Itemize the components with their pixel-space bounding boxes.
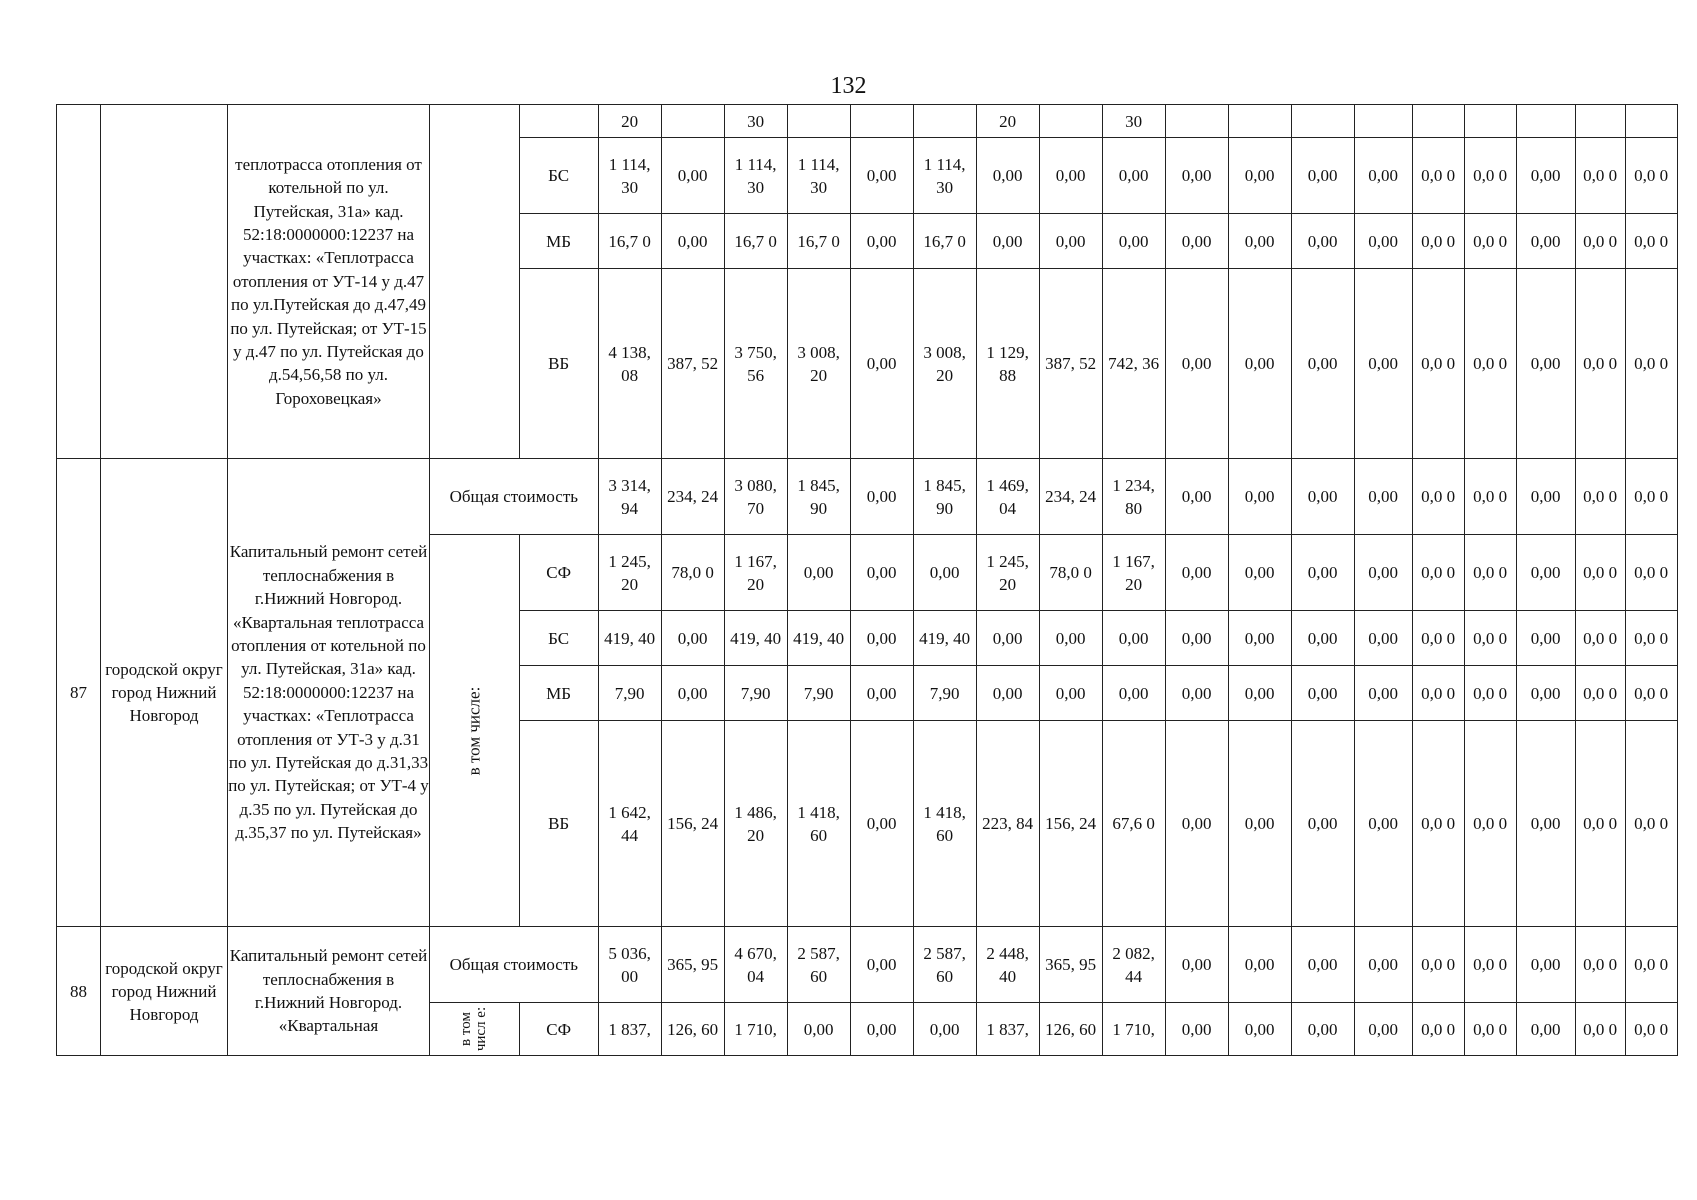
value-cell: 0,0 0 — [1412, 138, 1464, 214]
total-cost-label: Общая стоимость — [430, 927, 599, 1003]
value-cell — [1625, 105, 1677, 138]
value-cell: 0,00 — [1165, 214, 1228, 269]
funding-source-label: МБ — [519, 666, 598, 721]
value-cell — [1039, 105, 1102, 138]
value-cell: 156, 24 — [661, 721, 724, 927]
value-cell: 156, 24 — [1039, 721, 1102, 927]
value-cell: 0,0 0 — [1464, 214, 1516, 269]
municipality-cell — [101, 105, 228, 459]
value-cell: 0,00 — [976, 138, 1039, 214]
value-cell: 0,00 — [1291, 214, 1354, 269]
value-cell: 1 845, 90 — [913, 459, 976, 535]
value-cell: 0,0 0 — [1464, 611, 1516, 666]
including-label-text: в том числ е: — [458, 1006, 490, 1052]
value-cell: 223, 84 — [976, 721, 1039, 927]
value-cell: 1 418, 60 — [913, 721, 976, 927]
value-cell: 0,0 0 — [1464, 535, 1516, 611]
value-cell: 0,00 — [661, 214, 724, 269]
value-cell: 0,00 — [1516, 214, 1575, 269]
value-cell: 0,00 — [1228, 721, 1291, 927]
value-cell: 419, 40 — [913, 611, 976, 666]
value-cell: 16,7 0 — [913, 214, 976, 269]
value-cell: 3 080, 70 — [724, 459, 787, 535]
value-cell: 16,7 0 — [787, 214, 850, 269]
value-cell: 1 418, 60 — [787, 721, 850, 927]
value-cell: 1 245, 20 — [598, 535, 661, 611]
value-cell: 20 — [976, 105, 1039, 138]
value-cell: 16,7 0 — [724, 214, 787, 269]
value-cell: 0,0 0 — [1575, 459, 1625, 535]
value-cell: 0,0 0 — [1575, 214, 1625, 269]
value-cell: 0,00 — [1291, 721, 1354, 927]
value-cell: 234, 24 — [1039, 459, 1102, 535]
including-label — [430, 1003, 520, 1056]
value-cell: 0,00 — [1291, 927, 1354, 1003]
value-cell: 1 167, 20 — [724, 535, 787, 611]
value-cell: 3 750, 56 — [724, 269, 787, 459]
value-cell: 742, 36 — [1102, 269, 1165, 459]
value-cell: 1 710, — [1102, 1003, 1165, 1056]
value-cell: 0,0 0 — [1464, 269, 1516, 459]
value-cell — [787, 105, 850, 138]
value-cell: 1 234, 80 — [1102, 459, 1165, 535]
value-cell: 2 082, 44 — [1102, 927, 1165, 1003]
value-cell: 0,00 — [1291, 1003, 1354, 1056]
value-cell: 2 448, 40 — [976, 927, 1039, 1003]
value-cell: 0,0 0 — [1464, 459, 1516, 535]
value-cell — [850, 105, 913, 138]
value-cell: 5 036, 00 — [598, 927, 661, 1003]
value-cell: 0,0 0 — [1464, 138, 1516, 214]
description-cell: Капитальный ремонт сетей теплоснабжения в г.Нижний Новгород. «Квартальная — [228, 927, 430, 1056]
value-cell: 0,0 0 — [1625, 269, 1677, 459]
value-cell: 0,00 — [850, 269, 913, 459]
funding-source-label: СФ — [519, 1003, 598, 1056]
value-cell: 16,7 0 — [598, 214, 661, 269]
table-row — [57, 459, 1678, 535]
value-cell: 0,0 0 — [1575, 1003, 1625, 1056]
value-cell: 387, 52 — [661, 269, 724, 459]
value-cell: 0,0 0 — [1464, 666, 1516, 721]
value-cell: 0,0 0 — [1575, 927, 1625, 1003]
value-cell: 0,00 — [1039, 214, 1102, 269]
value-cell: 0,00 — [1228, 1003, 1291, 1056]
value-cell: 1 469, 04 — [976, 459, 1039, 535]
value-cell: 419, 40 — [598, 611, 661, 666]
page-number: 132 — [830, 73, 867, 99]
value-cell: 4 670, 04 — [724, 927, 787, 1003]
value-cell: 0,00 — [1291, 269, 1354, 459]
value-cell — [1412, 105, 1464, 138]
value-cell: 1 245, 20 — [976, 535, 1039, 611]
value-cell: 0,0 0 — [1575, 138, 1625, 214]
value-cell: 0,00 — [913, 535, 976, 611]
value-cell: 0,00 — [1291, 459, 1354, 535]
value-cell: 0,0 0 — [1412, 1003, 1464, 1056]
value-cell: 0,00 — [661, 611, 724, 666]
value-cell: 0,00 — [850, 666, 913, 721]
value-cell: 0,00 — [1354, 214, 1412, 269]
including-label — [430, 105, 520, 459]
value-cell: 0,00 — [1516, 269, 1575, 459]
row-number: 88 — [57, 927, 101, 1056]
funding-source-label: БС — [519, 138, 598, 214]
value-cell: 3 314, 94 — [598, 459, 661, 535]
value-cell: 0,00 — [1516, 1003, 1575, 1056]
value-cell: 1 114, 30 — [724, 138, 787, 214]
funding-source-label: СФ — [519, 535, 598, 611]
municipality-cell: городской округ город Нижний Новгород — [101, 927, 228, 1056]
value-cell: 0,00 — [1516, 666, 1575, 721]
value-cell: 0,00 — [1102, 611, 1165, 666]
value-cell: 0,00 — [1228, 535, 1291, 611]
value-cell — [661, 105, 724, 138]
including-label-text: в том числе: — [464, 686, 484, 775]
value-cell: 0,00 — [1516, 459, 1575, 535]
value-cell: 0,0 0 — [1464, 721, 1516, 927]
value-cell: 0,00 — [661, 666, 724, 721]
value-cell: 1 486, 20 — [724, 721, 787, 927]
value-cell: 7,90 — [724, 666, 787, 721]
value-cell: 30 — [724, 105, 787, 138]
value-cell: 1 837, — [598, 1003, 661, 1056]
including-label — [430, 535, 520, 927]
value-cell — [1228, 105, 1291, 138]
value-cell: 0,00 — [1354, 721, 1412, 927]
value-cell: 1 114, 30 — [598, 138, 661, 214]
value-cell: 126, 60 — [1039, 1003, 1102, 1056]
value-cell: 0,00 — [1102, 138, 1165, 214]
value-cell: 78,0 0 — [661, 535, 724, 611]
value-cell: 0,0 0 — [1625, 459, 1677, 535]
funding-source-label: БС — [519, 611, 598, 666]
value-cell: 126, 60 — [661, 1003, 724, 1056]
value-cell: 0,00 — [787, 535, 850, 611]
value-cell: 0,00 — [1354, 459, 1412, 535]
value-cell: 0,00 — [1228, 666, 1291, 721]
value-cell: 0,00 — [1354, 666, 1412, 721]
value-cell: 67,6 0 — [1102, 721, 1165, 927]
value-cell: 0,00 — [1165, 269, 1228, 459]
value-cell: 1 114, 30 — [787, 138, 850, 214]
funding-source-label: МБ — [519, 214, 598, 269]
value-cell: 1 642, 44 — [598, 721, 661, 927]
value-cell: 0,0 0 — [1575, 611, 1625, 666]
value-cell: 0,00 — [1102, 214, 1165, 269]
value-cell: 365, 95 — [661, 927, 724, 1003]
value-cell: 0,0 0 — [1575, 721, 1625, 927]
value-cell: 1 114, 30 — [913, 138, 976, 214]
value-cell: 0,00 — [1291, 611, 1354, 666]
value-cell: 0,00 — [976, 611, 1039, 666]
value-cell: 0,0 0 — [1625, 721, 1677, 927]
value-cell: 1 845, 90 — [787, 459, 850, 535]
value-cell: 0,00 — [1165, 138, 1228, 214]
value-cell: 0,00 — [1165, 1003, 1228, 1056]
value-cell: 0,00 — [1228, 927, 1291, 1003]
value-cell: 0,0 0 — [1464, 1003, 1516, 1056]
description-cell: теплотрасса отопления от котельной по ул. Путейская, 31а» кад. 52:18:0000000:12237 на участках: «Теплотрасса отопления от УТ-14 у д.47 по ул.Путейская до д.47,49 по ул. Путейская; от УТ-15 у д.47 по ул. Путейская до д.54,56,58 по ул. Гороховецкая» — [228, 105, 430, 459]
table-row — [57, 105, 1678, 138]
value-cell: 30 — [1102, 105, 1165, 138]
value-cell: 0,00 — [850, 214, 913, 269]
value-cell: 0,00 — [1165, 927, 1228, 1003]
value-cell: 0,0 0 — [1625, 138, 1677, 214]
value-cell: 419, 40 — [787, 611, 850, 666]
value-cell: 387, 52 — [1039, 269, 1102, 459]
value-cell: 0,00 — [850, 721, 913, 927]
value-cell: 0,0 0 — [1412, 927, 1464, 1003]
value-cell: 234, 24 — [661, 459, 724, 535]
value-cell: 7,90 — [913, 666, 976, 721]
value-cell: 0,00 — [913, 1003, 976, 1056]
value-cell: 0,0 0 — [1412, 666, 1464, 721]
table-row — [57, 927, 1678, 1003]
value-cell: 0,00 — [850, 535, 913, 611]
value-cell: 0,0 0 — [1575, 535, 1625, 611]
value-cell: 0,0 0 — [1412, 535, 1464, 611]
row-number: 87 — [57, 459, 101, 927]
value-cell: 0,00 — [1228, 459, 1291, 535]
value-cell: 0,00 — [850, 1003, 913, 1056]
value-cell: 0,0 0 — [1625, 666, 1677, 721]
value-cell: 0,00 — [1228, 214, 1291, 269]
value-cell: 1 129, 88 — [976, 269, 1039, 459]
value-cell: 0,00 — [787, 1003, 850, 1056]
value-cell: 0,0 0 — [1412, 459, 1464, 535]
value-cell: 3 008, 20 — [913, 269, 976, 459]
description-cell: Капитальный ремонт сетей теплоснабжения в г.Нижний Новгород. «Квартальная теплотрасса отопления от котельной по ул. Путейская, 31а» кад. 52:18:0000000:12237 на участках: «Теплотрасса отопления от УТ-3 у д.31 по ул. Путейская до д.31,33 по ул. Путейская; от УТ-4 у д.35 по ул. Путейская до д.35,37 по ул. Путейская» — [228, 459, 430, 927]
value-cell: 4 138, 08 — [598, 269, 661, 459]
value-cell: 0,00 — [1516, 927, 1575, 1003]
value-cell: 0,00 — [850, 138, 913, 214]
value-cell: 419, 40 — [724, 611, 787, 666]
value-cell — [913, 105, 976, 138]
value-cell: 1 710, — [724, 1003, 787, 1056]
value-cell — [1291, 105, 1354, 138]
value-cell: 0,00 — [1165, 535, 1228, 611]
value-cell: 0,00 — [850, 611, 913, 666]
value-cell: 0,0 0 — [1464, 927, 1516, 1003]
value-cell: 0,00 — [1354, 138, 1412, 214]
value-cell: 0,00 — [976, 666, 1039, 721]
budget-table — [56, 104, 1678, 1056]
funding-source-label — [519, 105, 598, 138]
value-cell: 0,0 0 — [1412, 611, 1464, 666]
value-cell — [1354, 105, 1412, 138]
value-cell: 0,00 — [1291, 666, 1354, 721]
value-cell: 1 167, 20 — [1102, 535, 1165, 611]
value-cell: 0,0 0 — [1625, 535, 1677, 611]
value-cell: 0,00 — [1354, 611, 1412, 666]
value-cell: 0,00 — [1165, 721, 1228, 927]
value-cell: 0,0 0 — [1625, 611, 1677, 666]
value-cell: 0,00 — [1516, 535, 1575, 611]
value-cell — [1165, 105, 1228, 138]
value-cell: 0,0 0 — [1575, 269, 1625, 459]
value-cell: 0,00 — [1039, 138, 1102, 214]
value-cell: 1 837, — [976, 1003, 1039, 1056]
value-cell: 0,00 — [1354, 1003, 1412, 1056]
value-cell: 2 587, 60 — [787, 927, 850, 1003]
value-cell: 0,00 — [1039, 611, 1102, 666]
value-cell — [1575, 105, 1625, 138]
value-cell: 0,00 — [1354, 535, 1412, 611]
value-cell: 20 — [598, 105, 661, 138]
value-cell: 0,0 0 — [1575, 666, 1625, 721]
municipality-cell: городской округ город Нижний Новгород — [101, 459, 228, 927]
value-cell — [1464, 105, 1516, 138]
value-cell: 0,0 0 — [1625, 1003, 1677, 1056]
value-cell: 0,00 — [850, 459, 913, 535]
value-cell: 0,00 — [1516, 138, 1575, 214]
value-cell: 0,00 — [1354, 927, 1412, 1003]
value-cell: 0,0 0 — [1412, 269, 1464, 459]
value-cell: 0,0 0 — [1412, 214, 1464, 269]
row-number — [57, 105, 101, 459]
value-cell: 2 587, 60 — [913, 927, 976, 1003]
value-cell: 0,0 0 — [1625, 214, 1677, 269]
value-cell: 0,00 — [1291, 138, 1354, 214]
value-cell: 3 008, 20 — [787, 269, 850, 459]
value-cell: 78,0 0 — [1039, 535, 1102, 611]
value-cell: 365, 95 — [1039, 927, 1102, 1003]
value-cell: 7,90 — [787, 666, 850, 721]
value-cell: 0,00 — [976, 214, 1039, 269]
value-cell: 0,00 — [1039, 666, 1102, 721]
value-cell: 0,0 0 — [1412, 721, 1464, 927]
value-cell: 0,00 — [850, 927, 913, 1003]
total-cost-label: Общая стоимость — [430, 459, 599, 535]
value-cell — [1516, 105, 1575, 138]
value-cell: 0,00 — [661, 138, 724, 214]
value-cell: 0,00 — [1228, 138, 1291, 214]
funding-source-label: ВБ — [519, 269, 598, 459]
value-cell: 0,00 — [1291, 535, 1354, 611]
value-cell: 0,00 — [1102, 666, 1165, 721]
value-cell: 0,00 — [1228, 269, 1291, 459]
value-cell: 0,00 — [1165, 459, 1228, 535]
value-cell: 0,00 — [1516, 611, 1575, 666]
value-cell: 0,00 — [1165, 666, 1228, 721]
value-cell: 0,00 — [1354, 269, 1412, 459]
value-cell: 0,00 — [1228, 611, 1291, 666]
value-cell: 7,90 — [598, 666, 661, 721]
value-cell: 0,00 — [1516, 721, 1575, 927]
value-cell: 0,00 — [1165, 611, 1228, 666]
funding-source-label: ВБ — [519, 721, 598, 927]
value-cell: 0,0 0 — [1625, 927, 1677, 1003]
